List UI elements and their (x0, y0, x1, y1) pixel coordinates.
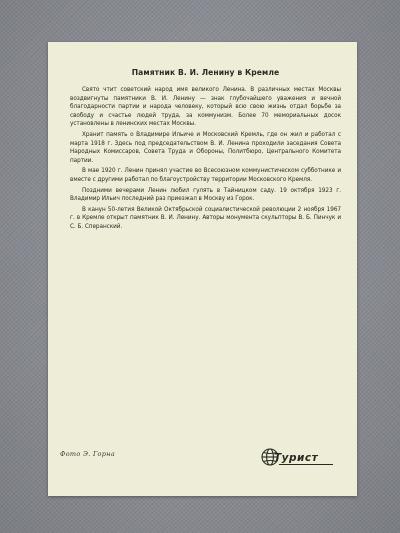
postcard-title: Памятник В. И. Ленину в Кремле (131, 68, 280, 77)
paragraph: Хранит память о Владимире Ильиче и Московский Кремль, где он жил и работал с марта 1918 г. Здесь под председательством В. И. Ленина проходили заседания Совета Народных Комиссаров, Совета Труда и Обороны, Политбюро, Центрального Комитета партии. (70, 130, 341, 164)
photo-credit: Фото Э. Горна (60, 450, 115, 458)
paragraph: Поздними вечерами Ленин любил гулять в Тайницком саду. 19 октября 1923 г. Владимир Ильич последний раз приезжал в Москву из Горок. (70, 186, 341, 203)
postcard-back (48, 42, 357, 496)
paragraph: Свято чтит советский народ имя великого Ленина. В различных местах Москвы воздвигнуты памятники В. И. Ленину — знак глубочайшего уважения и вечной благодарности партии и народа человеку, который всю свою жизнь отдал борьбе за свободу и счастье людей труда, за коммунизм. Более 70 мемориальных досок установлены в ленинских местах Москвы. (70, 86, 341, 128)
publisher-logo (261, 446, 339, 468)
paragraph: В мае 1920 г. Ленин принял участие во Всесоюзном коммунистическом субботнике и вместе с другими работал по благоустройству территории Московского Кремля. (70, 167, 341, 183)
postcard-text (70, 86, 341, 232)
paragraph: В канун 50-летия Великой Октябрьской социалистической революции 2 ноября 1967 г. в Кремле открыт памятник В. И. Ленину. Авторы монумента скульпторы В. Б. Пинчук и С. Б. Сперанский. (70, 205, 341, 230)
logo-text: Турист (274, 452, 319, 464)
